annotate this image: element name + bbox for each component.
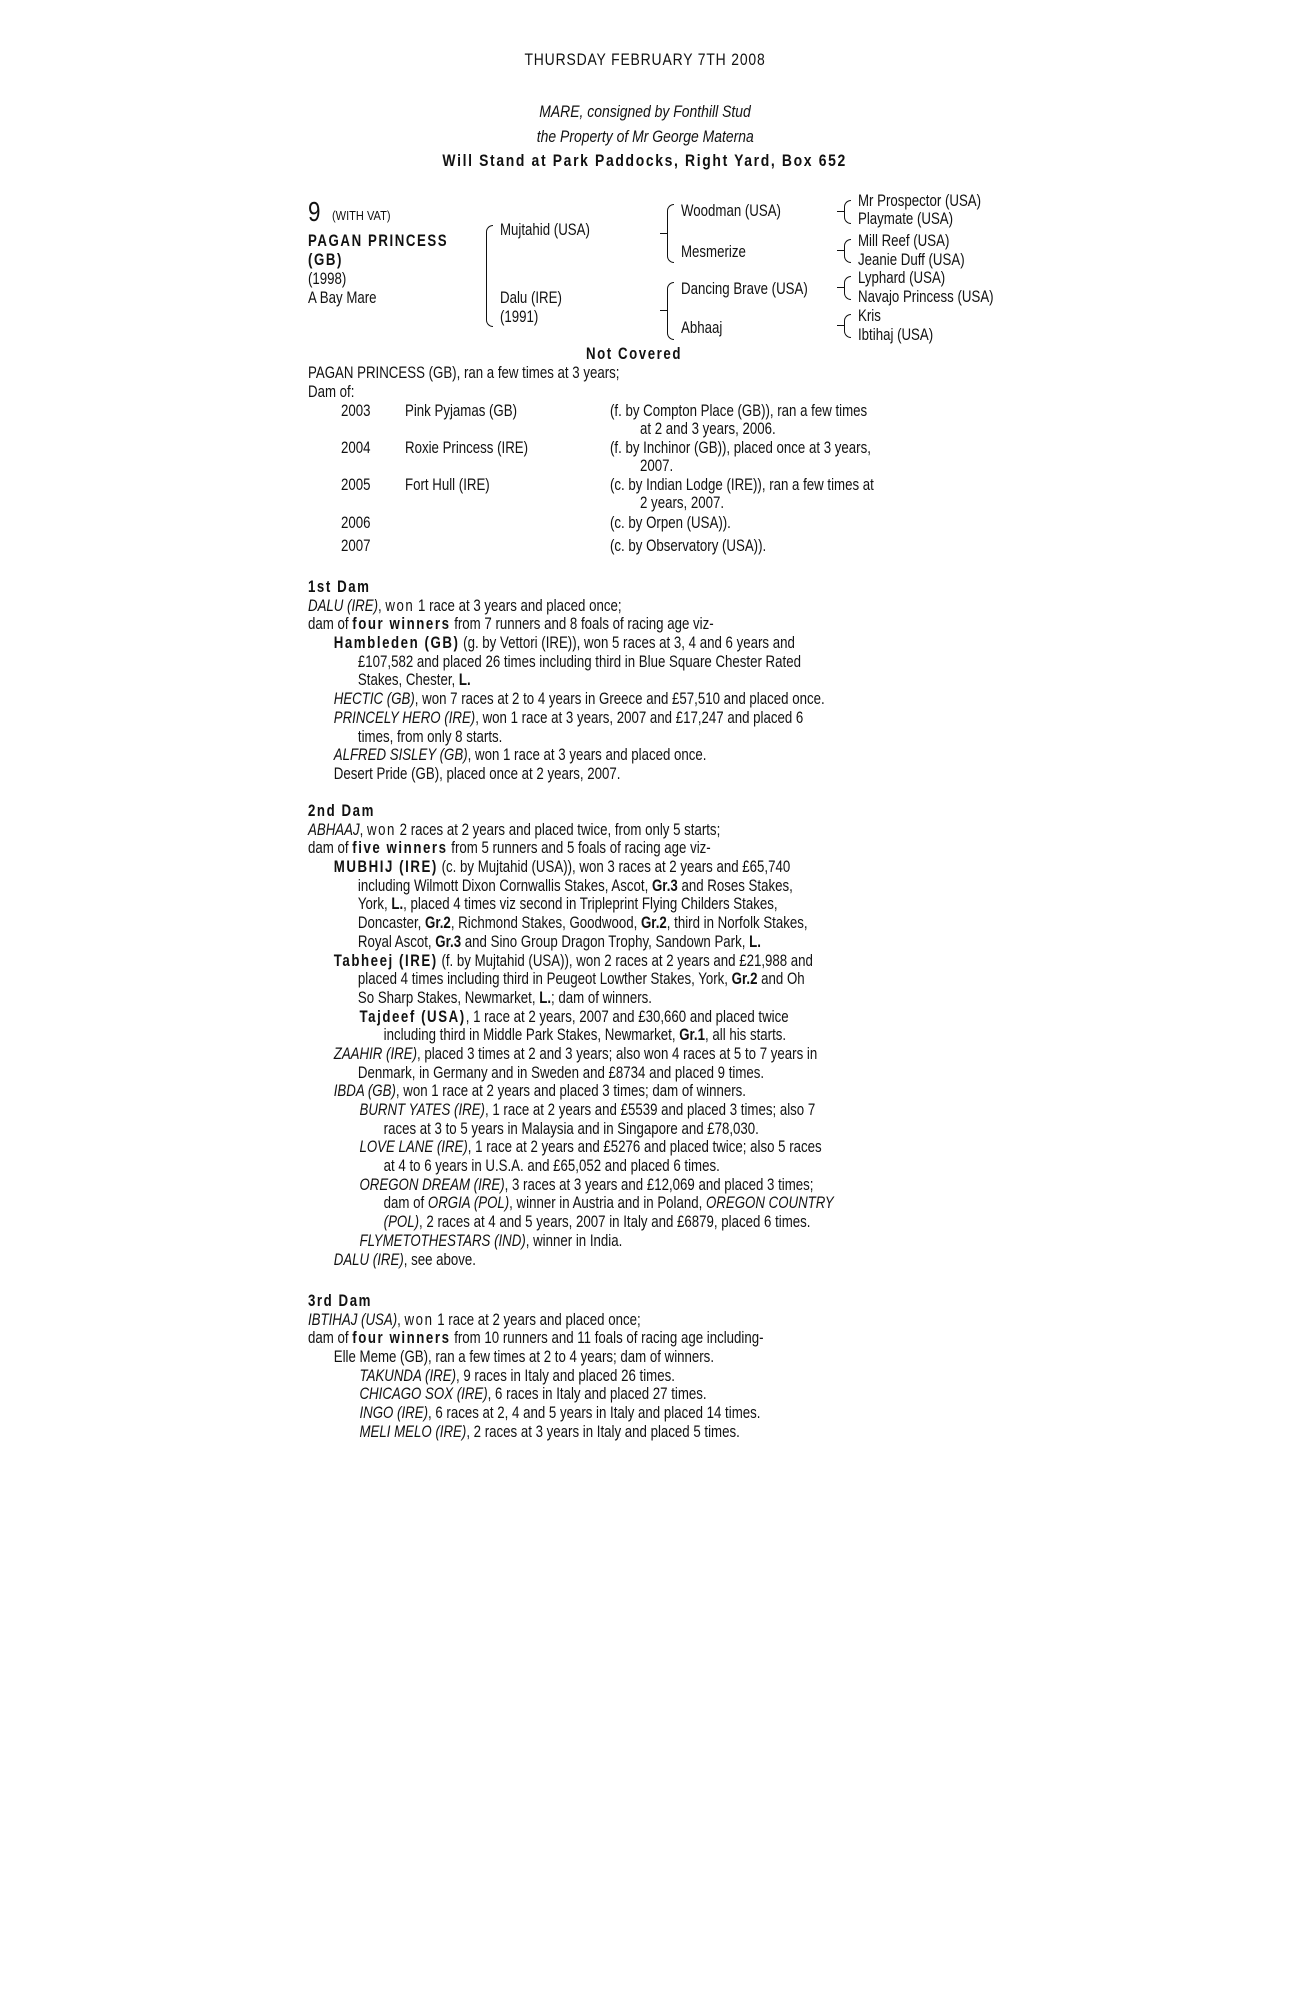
pedigree-text-line (308, 1348, 764, 1367)
horse-name-italic: INGO (IRE) (359, 1403, 428, 1423)
text-run: , won 1 race at 3 years and placed once. (467, 745, 707, 765)
text-run: dam of (308, 614, 353, 634)
pedigree-text-line (308, 1213, 834, 1232)
pedigree-text-line (308, 1176, 834, 1195)
horse-description: A Bay Mare (308, 288, 377, 307)
consignor-line: MARE, consigned by Fonthill Stud (539, 102, 751, 121)
produce-detail: (c. by Observatory (USA)). (610, 536, 767, 555)
pedigree-brace-g34 (844, 239, 851, 263)
emphasis-text: Tajdeef (USA) (359, 1006, 466, 1026)
text-run: , 2 races at 4 and 5 years, 2007 in Italy and £6879, placed 6 times. (419, 1212, 811, 1232)
emphasis-text: L. (539, 987, 552, 1007)
pedigree-text-line (308, 1138, 834, 1157)
second-dam-body (308, 821, 834, 1270)
third-dam-section (308, 1292, 892, 1442)
emphasis-text: won (404, 1309, 434, 1329)
horse-name-italic: CHICAGO SOX (IRE) (359, 1384, 488, 1404)
text-run: , all his starts. (705, 1025, 787, 1045)
pedigree-dam-dam: Abhaaj (681, 318, 723, 337)
text-run: , won 1 race at 3 years, 2007 and £17,247 and placed 6 (475, 707, 804, 727)
pedigree-text-line (308, 1008, 834, 1027)
text-run: from 7 runners and 8 foals of racing age viz- (450, 614, 714, 634)
emphasis-text: five winners (352, 838, 448, 858)
pedigree-brace-g56 (844, 276, 851, 300)
produce-year: 2005 (341, 475, 371, 494)
horse-name-italic: (POL) (383, 1212, 420, 1232)
horse-name-italic: ZAAHIR (IRE) (333, 1043, 417, 1063)
emphasis-text: won (385, 595, 415, 615)
text-run: ; dam of winners. (551, 987, 652, 1007)
pedigree-dam: Dalu (IRE) (500, 288, 562, 307)
lot-number: 9 (308, 196, 321, 227)
pedigree-sire: Mujtahid (USA) (500, 220, 590, 239)
pedigree-text-line (308, 1157, 834, 1176)
pedigree-text-line (308, 709, 825, 728)
emphasis-text: MUBHIJ (IRE) (333, 857, 438, 877)
text-run: , 2 races at 3 years in Italy and placed 5 times. (466, 1421, 740, 1441)
horse-name-italic: DALU (IRE) (308, 595, 378, 615)
pedigree-text-line (308, 728, 825, 747)
pedigree-text-line (308, 690, 825, 709)
horse-name-italic: DALU (IRE) (333, 1249, 404, 1269)
emphasis-text: four winners (352, 1328, 451, 1348)
emphasis-text: four winners (352, 614, 451, 634)
text-run: , 3 races at 3 years and £12,069 and placed 3 times; (504, 1174, 814, 1194)
text-run: and Oh (757, 969, 805, 989)
pedigree-text-line (308, 1232, 834, 1251)
pedigree-text-line (308, 821, 834, 840)
text-run: Stakes, Chester, (357, 670, 459, 690)
text-run: placed 4 times including third in Peugeot Lowther Stakes, York, (357, 969, 732, 989)
emphasis-text: Gr.3 (651, 875, 678, 895)
text-run: , 1 race at 2 years and £5276 and placed twice; also 5 races (467, 1137, 822, 1157)
pedigree-brace-sire-dam (486, 225, 493, 327)
text-run: , 6 races at 2, 4 and 5 years in Italy and placed 14 times. (427, 1403, 761, 1423)
horse-name-italic: IBDA (GB) (333, 1081, 396, 1101)
pedigree-text-line (308, 1194, 834, 1213)
emphasis-text: L. (749, 931, 761, 951)
produce-name: Fort Hull (IRE) (405, 475, 490, 494)
horse-name-italic: OREGON COUNTRY (705, 1193, 834, 1213)
first-dam-section (308, 578, 970, 784)
pedigree-text-line (308, 1045, 834, 1064)
text-run: , (397, 1309, 405, 1329)
horse-name-italic: MELI MELO (IRE) (359, 1421, 467, 1441)
pedigree-text-line (308, 1251, 834, 1270)
horse-name-italic: ABHAAJ (308, 819, 360, 839)
text-run: from 5 runners and 5 foals of racing age viz- (447, 838, 711, 858)
pedigree-g8: Ibtihaj (USA) (858, 325, 934, 344)
produce-year: 2007 (341, 536, 371, 555)
text-run: York, (357, 894, 392, 914)
pedigree-g1: Mr Prospector (USA) (858, 191, 982, 210)
produce-year: 2006 (341, 513, 371, 532)
produce-detail: (f. by Compton Place (GB)), ran a few times (610, 401, 868, 420)
produce-detail: (f. by Inchinor (GB)), placed once at 3 years, (610, 438, 871, 457)
produce-detail: (c. by Orpen (USA)). (610, 513, 731, 532)
horse-name-italic: ORGIA (POL) (427, 1193, 510, 1213)
text-run: (c. by Mujtahid (USA)), won 3 races at 2 years and £65,740 (437, 857, 791, 877)
pedigree-text-line (308, 671, 825, 690)
text-run: and Sino Group Dragon Trophy, Sandown Park, (461, 931, 750, 951)
horse-name-italic: OREGON DREAM (IRE) (359, 1174, 505, 1194)
pedigree-text-line (308, 858, 834, 877)
covering-status: Not Covered (586, 344, 683, 363)
emphasis-text: Gr.2 (731, 969, 758, 989)
text-run: Desert Pride (GB), placed once at 2 years, 2007. (333, 763, 621, 783)
pedigree-text-line (308, 1311, 764, 1330)
pedigree-text-line (308, 914, 834, 933)
pedigree-text-line (308, 1385, 764, 1404)
pedigree-g3: Mill Reef (USA) (858, 231, 950, 250)
emphasis-text: won (366, 819, 396, 839)
text-run: , third in Norfolk Stakes, (666, 913, 808, 933)
sale-date: THURSDAY FEBRUARY 7TH 2008 (524, 50, 766, 69)
text-run: , placed 3 times at 2 and 3 years; also won 4 races at 5 to 7 years in (416, 1043, 818, 1063)
produce-name: Roxie Princess (IRE) (405, 438, 529, 457)
horse-name-italic: BURNT YATES (IRE) (359, 1100, 485, 1120)
pedigree-text-line (308, 1120, 834, 1139)
second-dam-section (308, 802, 982, 1269)
pedigree-text-line (308, 970, 834, 989)
pedigree-text-line (308, 933, 834, 952)
emphasis-text: Hambleden (GB) (333, 633, 460, 653)
text-run: 1 race at 3 years and placed once; (414, 595, 622, 615)
text-run: , won 7 races at 2 to 4 years in Greece and £57,510 and placed once. (414, 689, 825, 709)
pedigree-text-line (308, 989, 834, 1008)
pedigree-brace-g12 (844, 200, 851, 224)
produce-year: 2004 (341, 438, 371, 457)
pedigree-dam-sire: Dancing Brave (USA) (681, 279, 808, 298)
produce-detail: (c. by Indian Lodge (IRE)), ran a few times at (610, 475, 874, 494)
third-dam-body (308, 1311, 764, 1442)
horse-country: (GB) (308, 250, 343, 269)
text-run: dam of (308, 1328, 353, 1348)
pedigree-g4: Jeanie Duff (USA) (858, 250, 965, 269)
horse-year: (1998) (308, 269, 347, 288)
horse-name: PAGAN PRINCESS (308, 231, 449, 250)
property-line: the Property of Mr George Materna (536, 127, 754, 146)
text-run: , 6 races in Italy and placed 27 times. (487, 1384, 707, 1404)
pedigree-text-line (308, 1082, 834, 1101)
pedigree-text-line (308, 634, 825, 653)
text-run: including third in Middle Park Stakes, Newmarket, (383, 1025, 680, 1045)
text-run: , placed 4 times viz second in Tripleprint Flying Childers Stakes, (403, 894, 778, 914)
text-run: £107,582 and placed 26 times including third in Blue Square Chester Rated (357, 651, 801, 671)
text-run: , 1 race at 2 years and £5539 and placed 3 times; also 7 (484, 1100, 816, 1120)
pedigree-text-line (308, 1101, 834, 1120)
pedigree-text-line (308, 653, 825, 672)
produce-detail-cont: 2 years, 2007. (640, 493, 725, 512)
lot-number-row (308, 196, 324, 228)
pedigree-text-line (308, 615, 825, 634)
emphasis-text: Gr.1 (679, 1025, 706, 1045)
pedigree-text-line (308, 746, 825, 765)
pedigree-text-line (308, 765, 825, 784)
text-run: 1 race at 2 years and placed once; (433, 1309, 641, 1329)
horse-name-italic: LOVE LANE (IRE) (359, 1137, 468, 1157)
pedigree-text-line (308, 597, 825, 616)
pedigree-g6: Navajo Princess (USA) (858, 287, 994, 306)
horse-name-italic: TAKUNDA (IRE) (359, 1365, 456, 1385)
pedigree-text-line (308, 877, 834, 896)
vat-label: (WITH VAT) (332, 208, 391, 223)
produce-year: 2003 (341, 401, 371, 420)
pedigree-g2: Playmate (USA) (858, 209, 954, 228)
pedigree-brace-dam-line (667, 282, 674, 340)
pedigree-text-line (308, 1064, 834, 1083)
text-run: at 4 to 6 years in U.S.A. and £65,052 and placed 6 times. (383, 1156, 720, 1176)
emphasis-text: Gr.2 (640, 913, 667, 933)
text-run: , see above. (403, 1249, 476, 1269)
text-run: and Roses Stakes, (677, 875, 793, 895)
pedigree-g7: Kris (858, 306, 881, 325)
pedigree-sire-dam: Mesmerize (681, 242, 746, 261)
produce-detail-cont: 2007. (640, 456, 674, 475)
emphasis-text: Tabheej (IRE) (333, 950, 438, 970)
text-run: Doncaster, (357, 913, 425, 933)
text-run: (f. by Mujtahid (USA)), won 2 races at 2 years and £21,988 and (437, 950, 813, 970)
emphasis-text: L. (391, 894, 404, 914)
text-run: Denmark, in Germany and in Sweden and £8734 and placed 9 times. (357, 1062, 765, 1082)
produce-name: Pink Pyjamas (GB) (405, 401, 518, 420)
text-run: including Wilmott Dixon Cornwallis Stakes, Ascot, (357, 875, 652, 895)
pedigree-dam-year: (1991) (500, 307, 539, 326)
text-run: , won 1 race at 2 years and placed 3 times; dam of winners. (395, 1081, 746, 1101)
text-run: , winner in Austria and in Poland, (509, 1193, 706, 1213)
text-run: So Sharp Stakes, Newmarket, (357, 987, 540, 1007)
text-run: , 9 races in Italy and placed 26 times. (455, 1365, 675, 1385)
second-dam-heading: 2nd Dam (308, 801, 375, 820)
pedigree-text-line (308, 1329, 764, 1348)
text-run: , winner in India. (525, 1230, 623, 1250)
text-run: Elle Meme (GB), ran a few times at 2 to 4 years; dam of winners. (333, 1347, 715, 1367)
horse-name-italic: ALFRED SISLEY (GB) (333, 745, 468, 765)
horse-name-italic: FLYMETOTHESTARS (IND) (359, 1230, 526, 1250)
pedigree-brace-sire-line (667, 204, 674, 263)
pedigree-brace-g78 (844, 314, 851, 338)
first-dam-heading: 1st Dam (308, 577, 371, 596)
pedigree-text-line (308, 952, 834, 971)
text-run: , 1 race at 2 years, 2007 and £30,660 and placed twice (465, 1006, 789, 1026)
pedigree-g5: Lyphard (USA) (858, 268, 946, 287)
first-dam-body (308, 597, 825, 784)
mare-summary: PAGAN PRINCESS (GB), ran a few times at 3 years; (308, 363, 620, 382)
stand-line: Will Stand at Park Paddocks, Right Yard, Box 652 (442, 151, 848, 170)
emphasis-text: Gr.3 (435, 931, 462, 951)
text-run: dam of (383, 1193, 428, 1213)
pedigree-text-line (308, 1026, 834, 1045)
dam-of-label: Dam of: (308, 382, 355, 401)
emphasis-text: L. (458, 670, 471, 690)
text-run: races at 3 to 5 years in Malaysia and in Singapore and £78,030. (383, 1118, 759, 1138)
pedigree-text-line (308, 895, 834, 914)
horse-name-italic: IBTIHAJ (USA) (308, 1309, 398, 1329)
text-run: Royal Ascot, (357, 931, 436, 951)
pedigree-sire-sire: Woodman (USA) (681, 201, 781, 220)
pedigree-text-line (308, 839, 834, 858)
pedigree-text-line (308, 1423, 764, 1442)
text-run: , (377, 595, 386, 615)
emphasis-text: Gr.2 (425, 913, 451, 933)
text-run: dam of (308, 838, 353, 858)
text-run: 2 races at 2 years and placed twice, from only 5 starts; (395, 819, 721, 839)
pedigree-text-line (308, 1367, 764, 1386)
text-run: (g. by Vettori (IRE)), won 5 races at 3, 4 and 6 years and (459, 633, 795, 653)
horse-name-italic: PRINCELY HERO (IRE) (333, 707, 476, 727)
horse-name-italic: HECTIC (GB) (333, 689, 415, 709)
text-run: from 10 runners and 11 foals of racing age including- (450, 1328, 764, 1348)
pedigree-text-line (308, 1404, 764, 1423)
text-run: times, from only 8 starts. (357, 726, 503, 746)
third-dam-heading: 3rd Dam (308, 1291, 372, 1310)
text-run: , (359, 819, 367, 839)
text-run: , Richmond Stakes, Goodwood, (450, 913, 641, 933)
produce-detail-cont: at 2 and 3 years, 2006. (640, 419, 776, 438)
